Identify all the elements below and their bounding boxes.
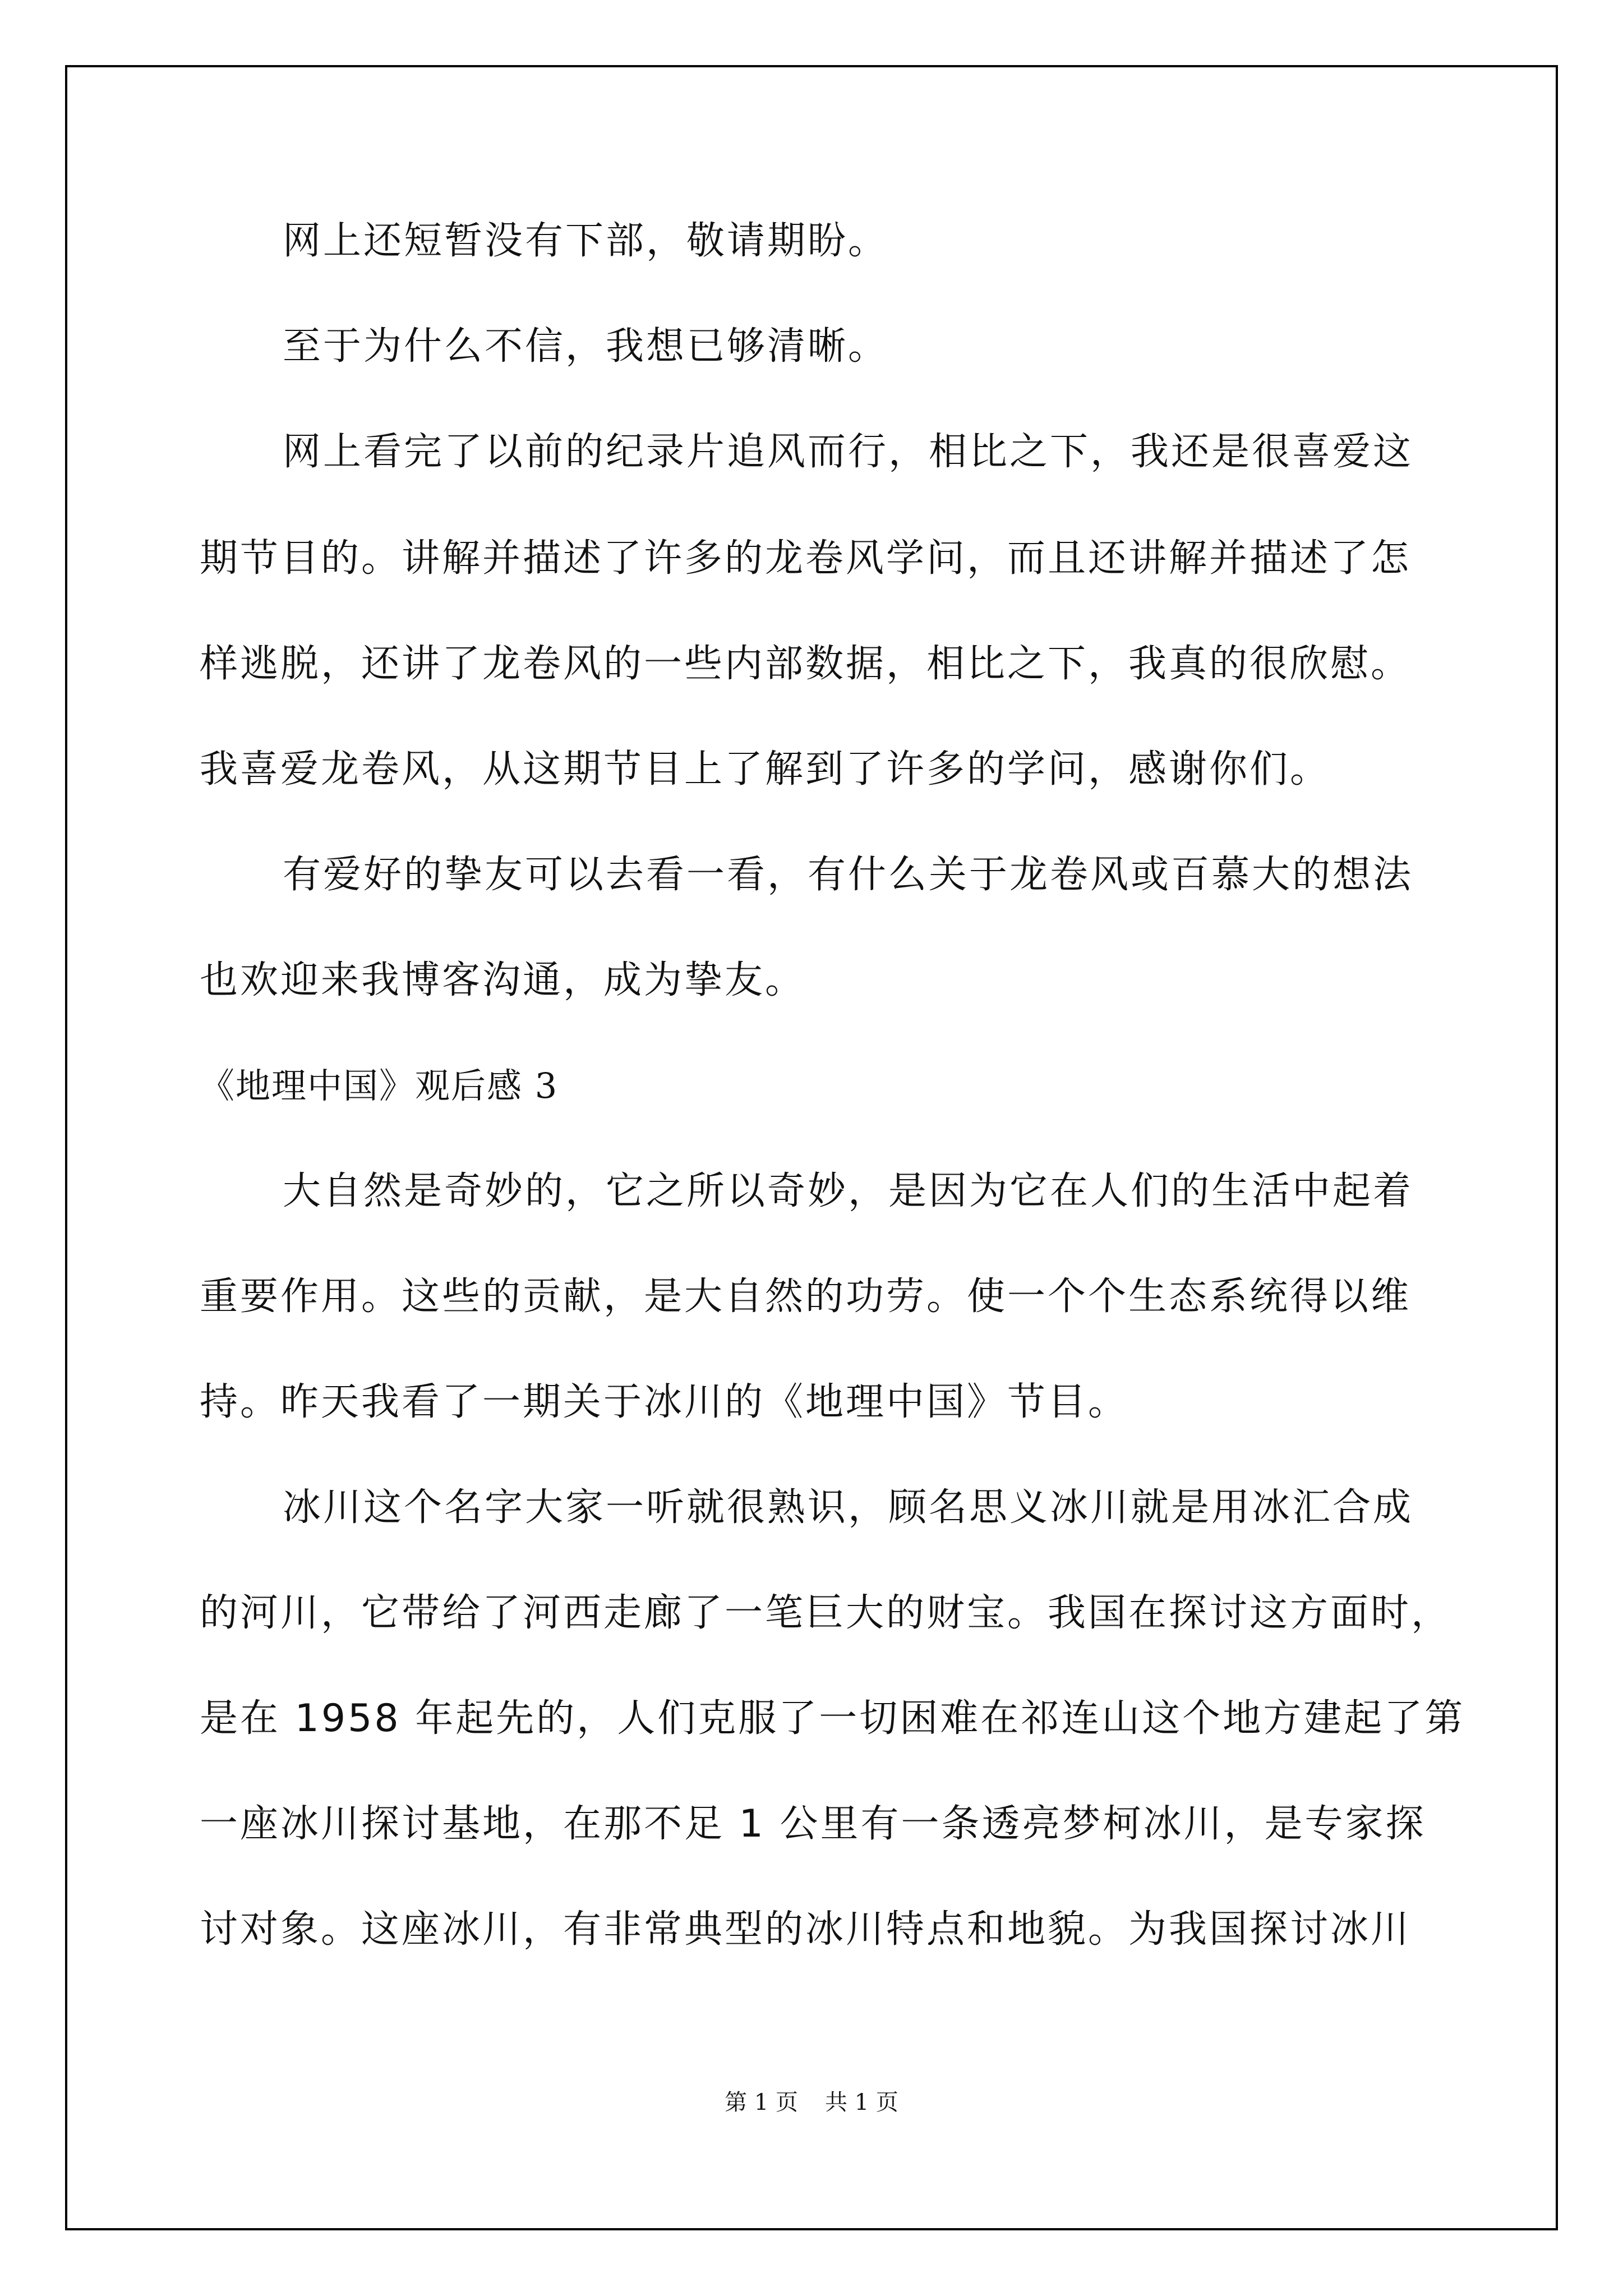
section-heading: 《地理中国》观后感 3	[200, 1065, 559, 1106]
paragraph-line: 有爱好的挚友可以去看一看，有什么关于龙卷风或百慕大的想法	[283, 853, 1414, 897]
paragraph-line: 是在 1958 年起先的，人们克服了一切困难在祁连山这个地方建起了第	[200, 1696, 1465, 1741]
paragraph-line: 重要作用。这些的贡献，是大自然的功劳。使一个个生态系统得以维	[200, 1274, 1412, 1319]
paragraph-line: 的河川，它带给了河西走廊了一笔巨大的财宝。我国在探讨这方面时，	[200, 1591, 1452, 1635]
paragraph-line: 一座冰川探讨基地，在那不足 1 公里有一条透亮梦柯冰川，是专家探	[200, 1802, 1426, 1846]
paragraph-line: 讨对象。这座冰川，有非常典型的冰川特点和地貌。为我国探讨冰川	[200, 1907, 1412, 1952]
paragraph-line: 网上看完了以前的纪录片追风而行，相比之下，我还是很喜爱这	[283, 430, 1414, 474]
page-number: 第 1 页	[725, 2090, 798, 2115]
paragraph-line: 网上还短暂没有下部，敬请期盼。	[283, 219, 889, 263]
paragraph-line: 至于为什么不信，我想已够清晰。	[283, 324, 889, 369]
paragraph-line: 持。昨天我看了一期关于冰川的《地理中国》节目。	[200, 1380, 1129, 1424]
paragraph-line: 期节目的。讲解并描述了许多的龙卷风学问，而且还讲解并描述了怎	[200, 536, 1412, 581]
paragraph-line: 也欢迎来我博客沟通，成为挚友。	[200, 958, 806, 1002]
page-footer	[0, 2086, 1623, 2119]
paragraph-line: 我喜爱龙卷风，从这期节目上了解到了许多的学问，感谢你们。	[200, 747, 1331, 792]
paragraph-line: 大自然是奇妙的，它之所以奇妙，是因为它在人们的生活中起着	[283, 1169, 1414, 1213]
paragraph-line: 样逃脱，还讲了龙卷风的一些内部数据，相比之下，我真的很欣慰。	[200, 642, 1412, 686]
paragraph-line: 冰川这个名字大家一听就很熟识，顾名思义冰川就是用冰汇合成	[283, 1485, 1414, 1530]
page-total: 共 1 页	[825, 2090, 898, 2115]
